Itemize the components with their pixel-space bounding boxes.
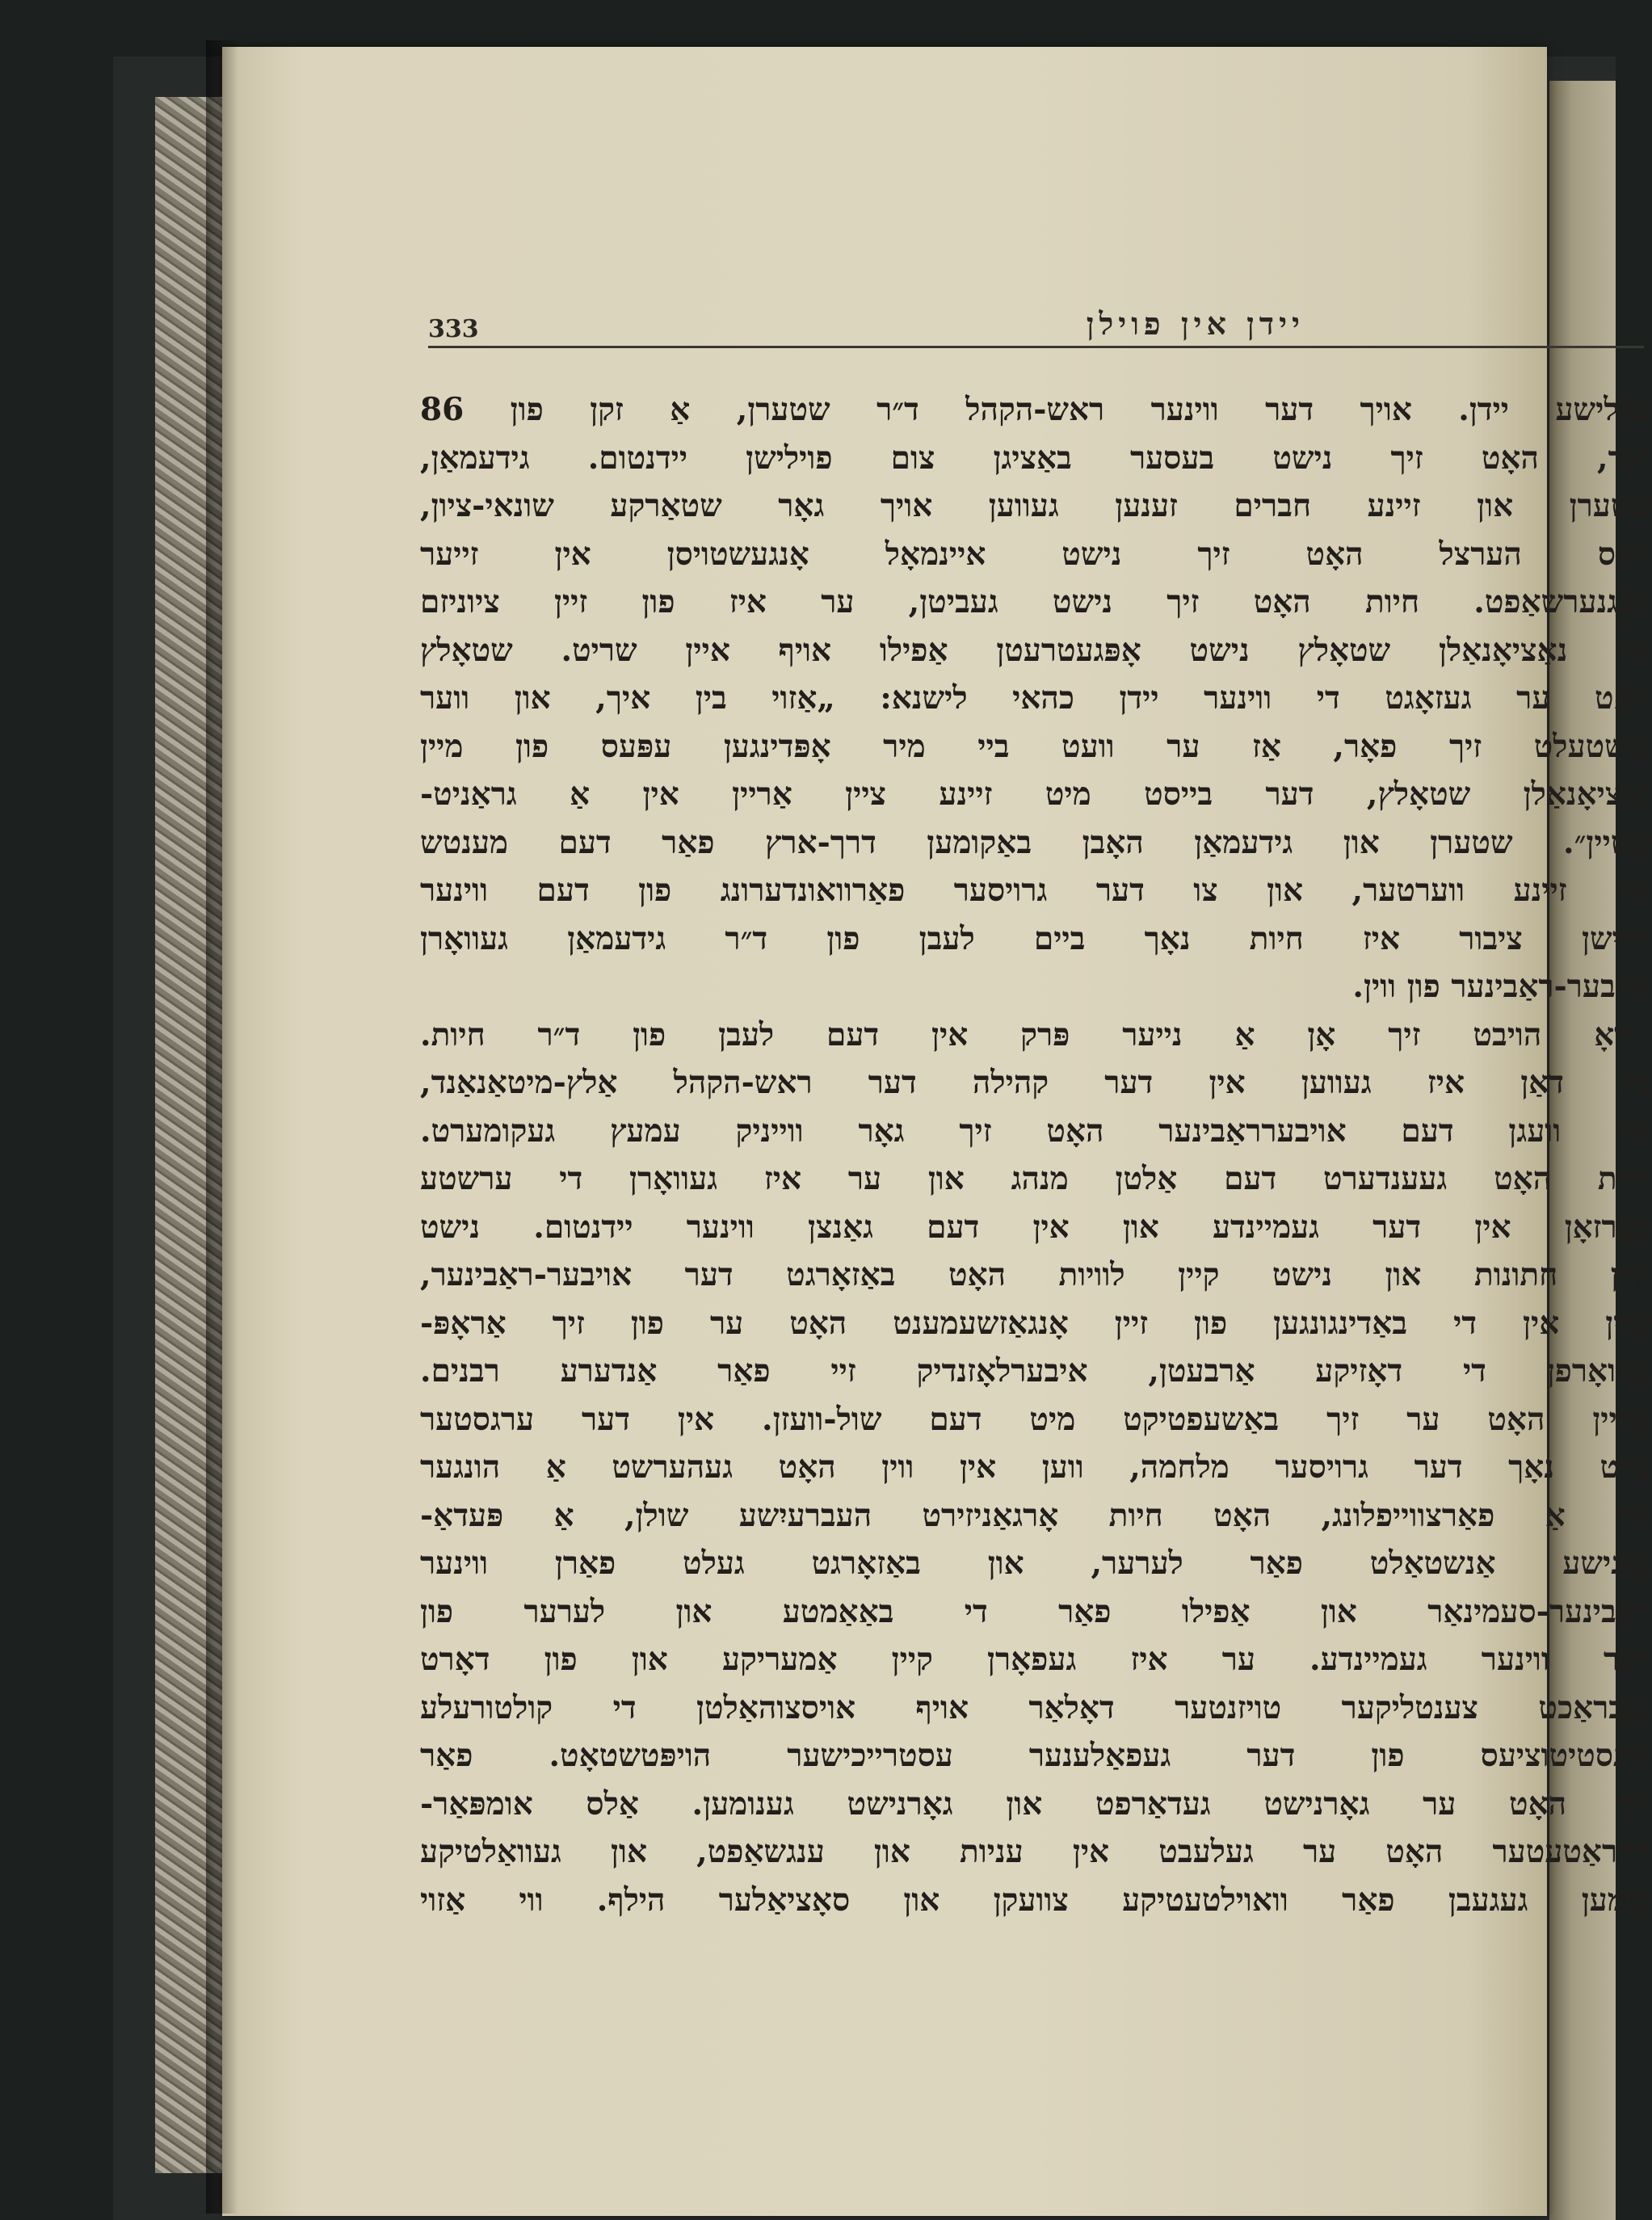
text-line: צייט נאָך דער גרויסער מלחמה, ווען אין ווין האָט געהערשט אַ הונגער [420,1448,1652,1486]
text-line: געבראַכט צענטליקער טויזנטער דאָלאַר אויף אויסצוהאַלטן די קולטורעלע [420,1688,1652,1726]
text-line: האָט ער געזאָגט די ווינער יידן כהאי לישנא: „אַזוי בין איך, און ווער [420,679,1652,717]
text-line: ס׳שטעלט זיך פאָר, אַז ער וועט ביי מיר אָפּדינגען עפּעס פון מיין [420,727,1652,765]
text-line: הייראַטעטער האָט ער געלעבט אין עניות און ענגשאַפט, און געוואַלטיקע [420,1833,1652,1870]
page-header [428,265,1644,348]
spine-shadow [206,40,238,2214]
text-line: און נאַציאָנאַלן שטאָלץ נישט אָפּגעטרעטן אַפילו אויף איין שריט. שטאָלץ [420,631,1652,669]
text-line: יידישן ציבור איז חיות נאָך ביים לעבן פון ד״ר גידעמאַן געוואָרן [420,919,1652,957]
text-line: חיות האָט געענדערט דעם אַלטן מנהג און ער איז געוואָרן די ערשטע [420,1160,1652,1197]
text-line: שטערן און זיינע חברים זענען געווען אויך גאָר שטאַרקע שונאי-ציון, [420,487,1652,524]
body-text [420,386,1652,1924]
text-line: ביז דאַן איז געווען אין דער קהילה דער ראש-הקהל אַלץ-מיטאַנאַנד, [420,1064,1652,1101]
running-head: יידן אין פוילן [1086,305,1305,342]
text-line: דער ווינער געמיינדע. ער איז געפאָרן קיין אַמעריקע און פון דאָרט [420,1641,1652,1678]
text-line: אַליין האָט ער זיך באַשעפטיקט מיט דעם שול-וועזן. אין דער ערגסטער [420,1400,1652,1438]
text-line: יאָר, האָט זיך נישט בעסער באַציגן צום פוילישן יידנטום. גידעמאַן, [420,439,1652,477]
text-line: געוואָרפן די דאָזיקע אַרבעטן, איבערלאָזנדיק זיי פאַר אַנדערע רבנים. [420,1352,1652,1390]
text-line: וואָס הערצל האָט זיך נישט איינמאָל אָנגעשטויסן אין זייער [420,535,1652,573]
text-line: פוילישע יידן. אויך דער ווינער ראש-הקהל ד״ר שטערן, אַ זקן פון 86 [420,391,1652,428]
text-line: קעגנערשאַפט. חיות האָט זיך נישט געביטן, ער איז פון זיין ציוניזם [420,583,1652,620]
text-line: שוין אין די באַדינגונגען פון זיין אָנגאַזשעמענט האָט ער פון זיך אַראָפּ- [420,1304,1652,1342]
book-page [222,47,1652,2216]
text-line: זיך האָט ער גאָרנישט געדאַרפט און גאָרנישט גענומען. אַלס אומפּאַר- [420,1785,1652,1823]
text-line: ראַבינער-סעמינאַר און אַפילו פאַר די באַאַמטע און לערער פון [420,1592,1652,1630]
text-line: נאַציאָנאַלן שטאָלץ, דער בייסט מיט זיינע ציין אַריין אין אַ גראַניט- [420,776,1652,813]
text-line: און זיינע ווערטער, און צו דער גרויסער פאַרוואונדערונג פון דעם ווינער [420,872,1652,909]
text-line: אינסטיטוציעס פון דער געפאַלענער עסטרייכישער הויפּטשטאָט. פאַר [420,1737,1652,1774]
text-line: אויבער-ראַבינער פון ווין. [1352,968,1652,1005]
text-line: שטיין״. שטערן און גידעמאַן האָבן באַקומען דרך-ארץ פאַר דעם מענטש [420,823,1652,861]
text-line: דאָ הויבט זיך אָן אַ נייער פּרק אין דעם לעבן פון ד״ר חיות. [420,1015,1629,1053]
text-line: און וועגן דעם אויבערראַבינער האָט זיך גאָר ווייניק עמעץ געקומערט. [420,1112,1652,1150]
text-line: גאָגישע אַנשטאַלט פאַר לערער, און באַזאָרגט געלט פאַרן ווינער [420,1545,1652,1582]
text-line: סומען געגעבן פאַר וואוילטעטיקע צוועקן און סאָציאַלער הילף. ווי אַזוי [420,1881,1652,1919]
page-number: 333 [428,315,479,343]
text-line: פּערזאָן אין דער געמיינדע און אין דעם גאַנצן ווינער יידנטום. נישט [420,1208,1652,1246]
text-line: קיין חתונות און נישט קיין לוויות האָט באַזאָרגט דער אויבער-ראַבינער, [420,1256,1652,1293]
text-line: און אַ פאַרצווייפלונג, האָט חיות אָרגאַניזירט העברעיִשע שולן, אַ פּעדאַ- [420,1496,1652,1534]
